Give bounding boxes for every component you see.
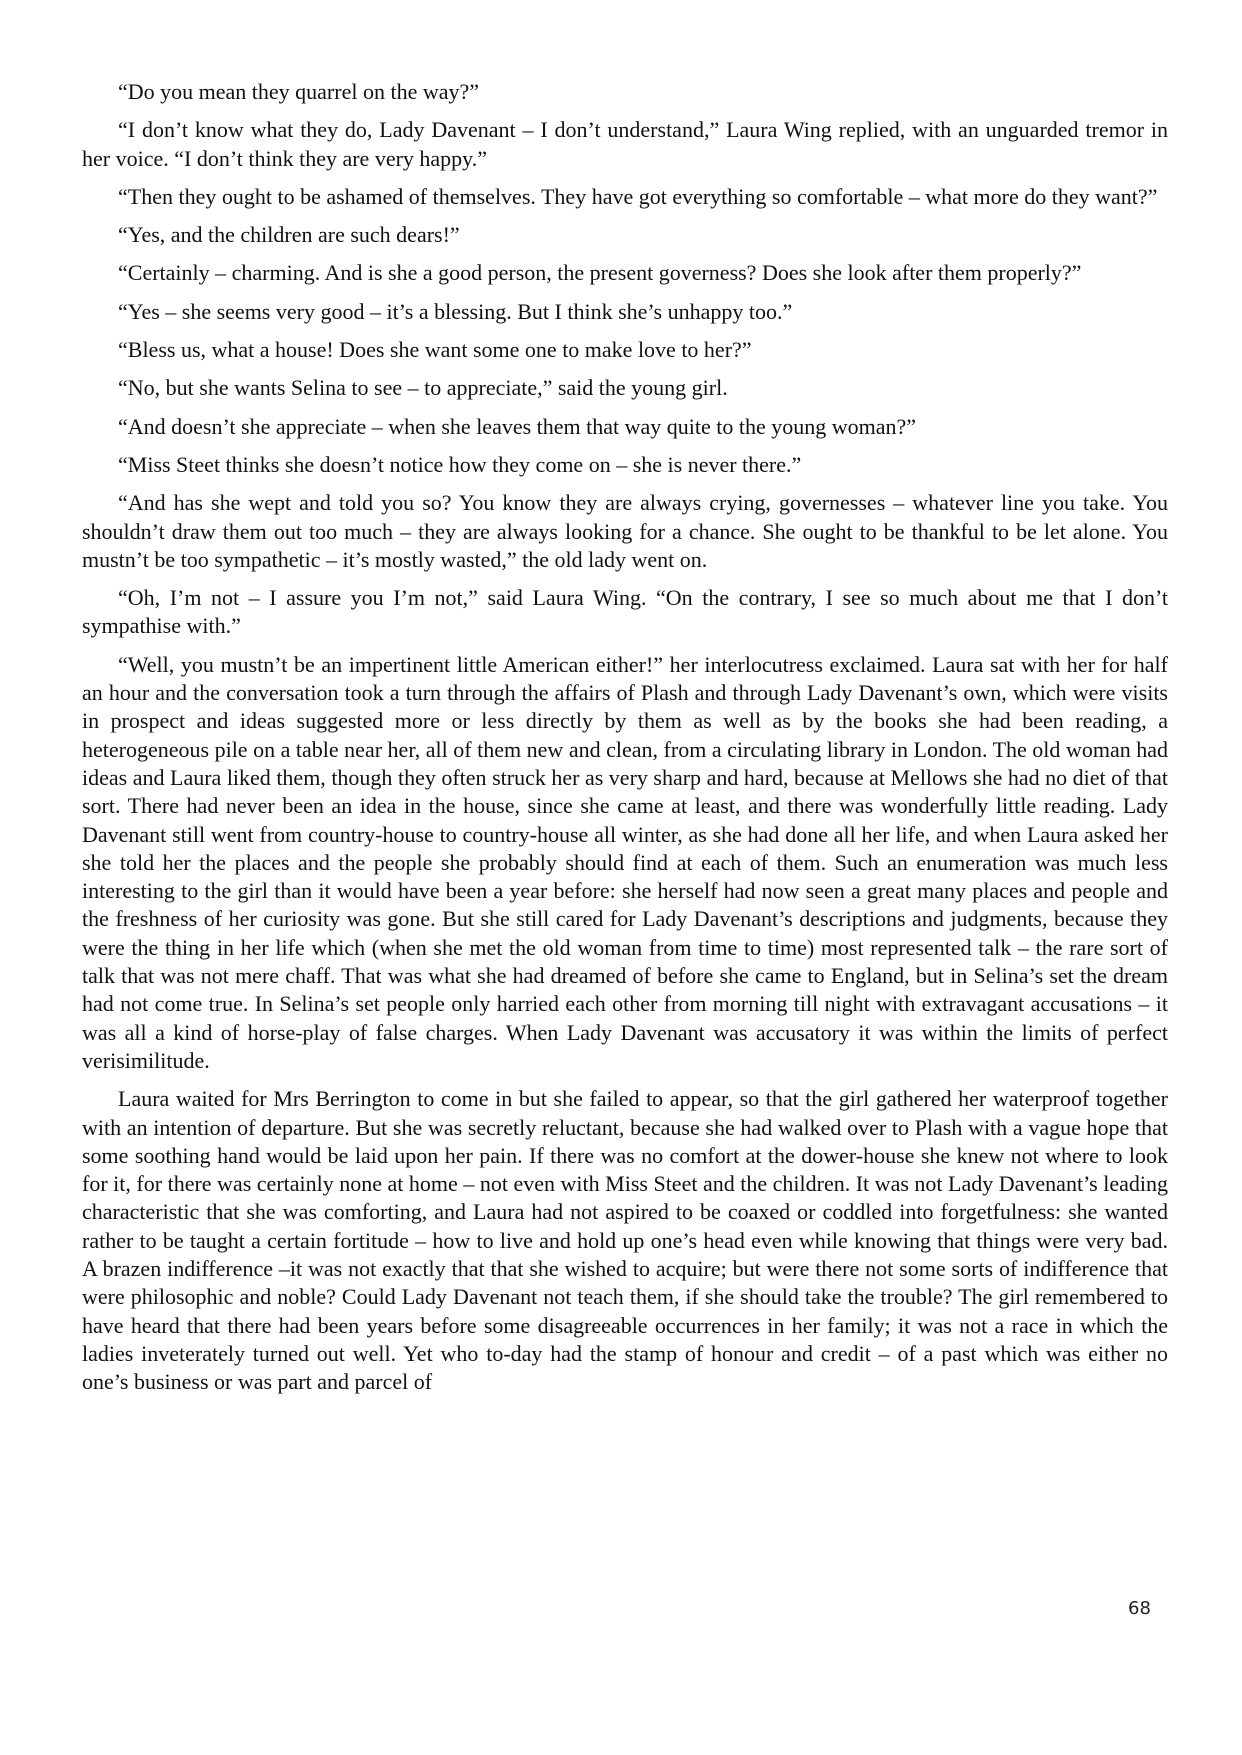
- paragraph: “I don’t know what they do, Lady Davenant – I don’t understand,” Laura Wing replied, with an unguarded tremor in her voice. “I don’t think they are very happy.”: [82, 117, 1168, 171]
- paragraph: Laura waited for Mrs Berrington to come in but she failed to appear, so that the girl gathered her waterproof together with an intention of departure. But she was secretly reluctant, because she had walked over to Plash with a vague hope that some soothing hand would be laid upon her pain. If there was no comfort at the dower-house she knew not where to look for it, for there was certainly none at home – not even with Miss Steet and the children. It was not Lady Davenant’s leading characteristic that she was comforting, and Laura had not aspired to be coaxed or coddled into forgetfulness: she wanted rather to be taught a certain fortitude – how to live and hold up one’s head even while knowing that things were very bad. A brazen indifference –it was not exactly that that she wished to acquire; but were there not some sorts of indifference that were philosophic and noble? Could Lady Davenant not teach them, if she should take the trouble? The girl remembered to have heard that there had been years before some disagreeable occurrences in her family; it was not a race in which the ladies inveterately turned out well. Yet who to-day had the stamp of honour and credit – of a past which was either no one’s business or was part and parcel of: [82, 1086, 1168, 1395]
- paragraph: “Bless us, what a house! Does she want some one to make love to her?”: [118, 337, 752, 363]
- paragraph: “Yes – she seems very good – it’s a blessing. But I think she’s unhappy too.”: [118, 298, 793, 324]
- paragraph: “Certainly – charming. And is she a good person, the present governess? Does she look after them properly?”: [118, 260, 1082, 286]
- paragraph: “Do you mean they quarrel on the way?”: [118, 79, 480, 104]
- paragraph: “Oh, I’m not – I assure you I’m not,” said Laura Wing. “On the contrary, I see so much about me that I don’t sympathise with.”: [82, 585, 1168, 639]
- paragraph: “Yes, and the children are such dears!”: [118, 222, 460, 248]
- paragraph: “Then they ought to be ashamed of themselves. They have got everything so comfortable – what more do they want?”: [118, 183, 1158, 209]
- paragraph: “And has she wept and told you so? You know they are always crying, governesses – whatever line you take. You shouldn’t draw them out too much – they are always looking for a chance. She ought to be thankful to be let alone. You mustn’t be too sympathetic – it’s mostly wasted,” the old lady went on.: [82, 490, 1168, 572]
- body-text: [82, 78, 1168, 1406]
- paragraph: “And doesn’t she appreciate – when she leaves them that way quite to the young woman?”: [118, 413, 917, 439]
- paragraph: “No, but she wants Selina to see – to appreciate,” said the young girl.: [118, 375, 728, 401]
- page-number: 68: [1128, 1598, 1151, 1619]
- paragraph: “Miss Steet thinks she doesn’t notice how they come on – she is never there.”: [118, 451, 802, 477]
- paragraph: “Well, you mustn’t be an impertinent little American either!” her interlocutress exclaimed. Laura sat with her for half an hour and the conversation took a turn through the affairs of Plash and through Lady Davenant’s own, which were visits in prospect and ideas suggested more or less directly by them as well as by the books she had been reading, a heterogeneous pile on a table near her, all of them new and clean, from a circulating library in London. The old woman had ideas and Laura liked them, though they often struck her as very sharp and hard, because at Mellows she had no diet of that sort. There had never been an idea in the house, since she came at least, and there was wonderfully little reading. Lady Davenant still went from country-house to country-house all winter, as she had done all her life, and when Laura asked her she told her the places and the people she probably should find at each of them. Such an enumeration was much less interesting to the girl than it would have been a year before: she herself had now seen a great many places and people and the freshness of her curiosity was gone. But she still cared for Lady Davenant’s descriptions and judgments, because they were the thing in her life which (when she met the old woman from time to time) most represented talk – the rare sort of talk that was not mere chaff. That was what she had dreamed of before she came to England, but in Selina’s set the dream had not come true. In Selina’s set people only harried each other from morning till night with extravagant accusations – it was all a kind of horse-play of false charges. When Lady Davenant was accusatory it was within the limits of perfect verisimilitude.: [82, 651, 1168, 1073]
